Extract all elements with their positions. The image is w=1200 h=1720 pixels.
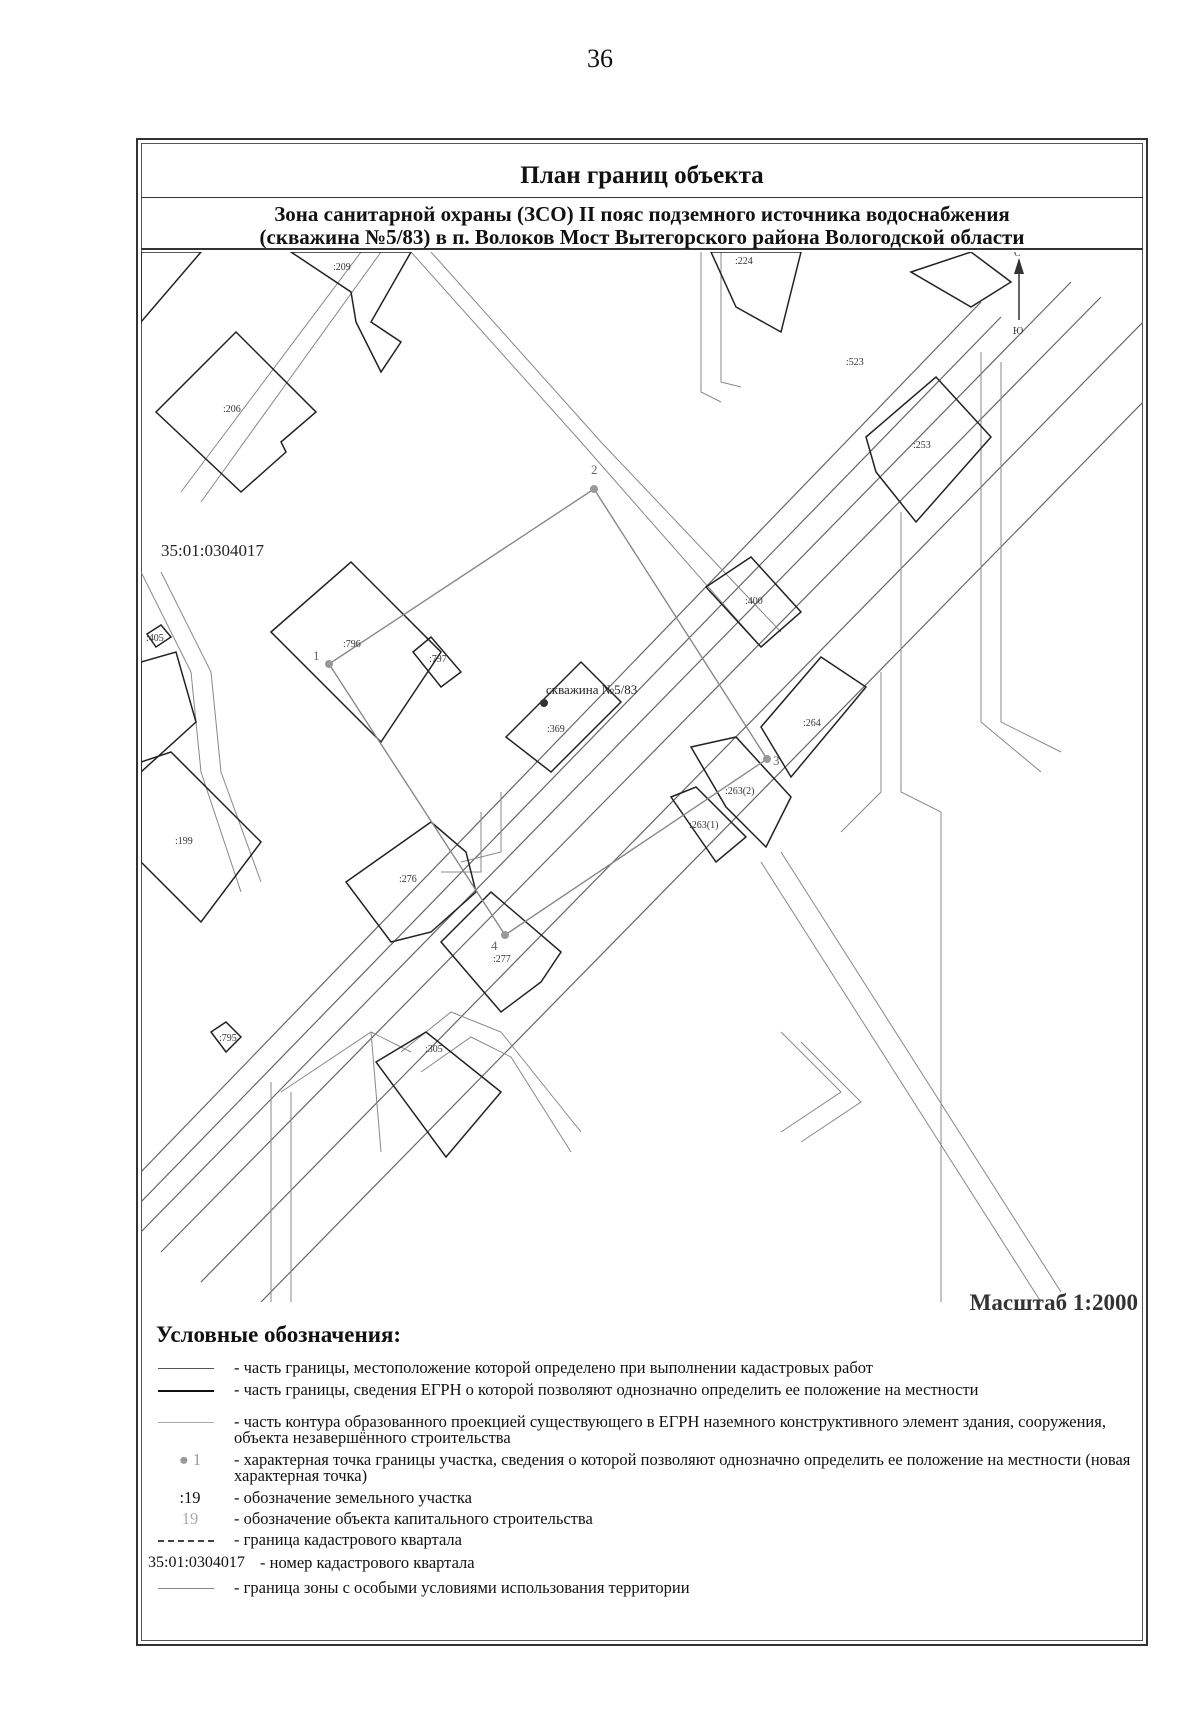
compass-north: С (1014, 252, 1021, 259)
legend-text: - часть контура образованного проекцией существующего в ЕГРН наземного конструктивного элемент здания, сооружения, объекта незавершённого строительства (234, 1412, 1106, 1447)
parcel-209 (291, 252, 411, 372)
path (901, 512, 941, 1302)
path (441, 812, 481, 872)
quarter-number-label: 35:01:0304017 (161, 541, 264, 560)
road-edge (141, 302, 981, 1172)
legend-text: - граница кадастрового квартала (234, 1530, 462, 1549)
parcel-label: :797 (429, 654, 447, 665)
compass-icon (1013, 252, 1024, 337)
legend-text: - граница зоны с особыми условиями использования территории (234, 1578, 690, 1597)
plan-title: План границ объекта (141, 150, 1143, 198)
compass-south: Ю (1013, 326, 1024, 337)
map-svg (141, 252, 1143, 1302)
parcel-label: :224 (735, 256, 753, 267)
legend-text: - номер кадастрового квартала (260, 1553, 475, 1572)
path (781, 1032, 841, 1132)
parcel-224 (711, 252, 801, 332)
parcel-199 (141, 752, 261, 922)
path (701, 252, 721, 402)
path (411, 252, 761, 647)
legend-line-symbol (158, 1368, 214, 1369)
legend-line-symbol (158, 1422, 214, 1423)
legend-title: Условные обозначения: (156, 1322, 402, 1347)
path (981, 352, 1041, 772)
road-edge (261, 402, 1143, 1302)
legend-symbol-text: 35:01:0304017 (148, 1554, 245, 1571)
road-edge (141, 317, 1001, 1202)
legend-line-symbol (158, 1588, 214, 1589)
path (431, 252, 781, 632)
parcel-label: :277 (493, 954, 511, 965)
parcel-label: :523 (846, 357, 864, 368)
parcel-label: :263(1) (689, 820, 719, 831)
legend-text: - часть границы, сведения ЕГРН о которой позволяют однозначно определить ее положение на местности (234, 1380, 979, 1399)
parcel-left-top (141, 252, 201, 322)
path (841, 672, 881, 832)
legend-text: - обозначение объекта капитального строительства (234, 1509, 593, 1528)
parcel-label: :405 (146, 633, 164, 644)
secondary-paths (141, 252, 1061, 1302)
road-edge (201, 322, 1143, 1282)
parcel-label: :796 (343, 639, 361, 650)
point-label-1: 1 (313, 648, 320, 663)
zone-boundary (329, 489, 767, 935)
legend-symbol-text: 1 (192, 1450, 202, 1469)
path (1001, 362, 1061, 752)
path (801, 1042, 861, 1142)
point-label-4: 4 (491, 938, 498, 953)
point-2 (590, 485, 598, 493)
parcel-796 (271, 562, 441, 742)
subtitle-line-1: Зона санитарной охраны (ЗСО) II пояс подземного источника водоснабжения (274, 202, 1010, 226)
legend-text: - обозначение земельного участка (234, 1488, 472, 1507)
legend-text: - характерная точка границы участка, сведения о которой позволяют однозначно определить ее положение на местности (новая характерная точка) (234, 1450, 1131, 1485)
legend-line-symbol (158, 1390, 214, 1392)
road-edge (141, 282, 1071, 1232)
cadastral-map (141, 252, 1143, 1302)
boundary-points (325, 485, 771, 939)
parcel-label: :264 (803, 718, 821, 729)
path (371, 1032, 381, 1152)
path (421, 1037, 571, 1152)
legend-line-symbol (158, 1540, 214, 1542)
parcel-label: :276 (399, 874, 417, 885)
path (401, 1012, 581, 1132)
zone-polygon (329, 489, 767, 935)
parcel-369 (506, 662, 621, 772)
road-edge (161, 297, 1101, 1252)
parcel-label: :263(2) (725, 786, 755, 797)
path (181, 252, 361, 492)
parcel-label: :795 (219, 1033, 237, 1044)
legend-text: - часть границы, местоположение которой определено при выполнении кадастровых работ (234, 1358, 873, 1377)
path (761, 862, 1041, 1302)
parcel-label: :305 (425, 1044, 443, 1055)
subtitle-line-2: (скважина №5/83) в п. Волоков Мост Вытегорского района Вологодской области (259, 225, 1025, 249)
plan-subtitle (141, 200, 1143, 250)
point-label-3: 3 (773, 753, 780, 768)
parcel-label: :199 (175, 836, 193, 847)
legend-point-symbol: ● 1 (178, 1450, 202, 1469)
legend-symbol-text: 19 (181, 1509, 199, 1528)
point-4 (501, 931, 509, 939)
parcel-label: :253 (913, 440, 931, 451)
parcel-label: :209 (333, 262, 351, 273)
well-marker (540, 699, 548, 707)
path (201, 252, 381, 502)
parcel-label: :369 (547, 724, 565, 735)
legend-symbol-text: :19 (179, 1488, 201, 1507)
parcel-top-right (911, 252, 1011, 307)
parcel-left-mid (141, 652, 196, 772)
path (721, 252, 741, 387)
parcel-labels (146, 256, 931, 1055)
path (781, 852, 1061, 1292)
scale-label: Масштаб 1:2000 (969, 1290, 1138, 1315)
point-3 (763, 755, 771, 763)
point-label-2: 2 (591, 462, 598, 477)
page-number: 36 (587, 44, 613, 73)
well-label: скважина №5/83 (546, 682, 638, 697)
parcel-label: :206 (223, 404, 241, 415)
point-1 (325, 660, 333, 668)
parcel-label: :400 (745, 596, 763, 607)
